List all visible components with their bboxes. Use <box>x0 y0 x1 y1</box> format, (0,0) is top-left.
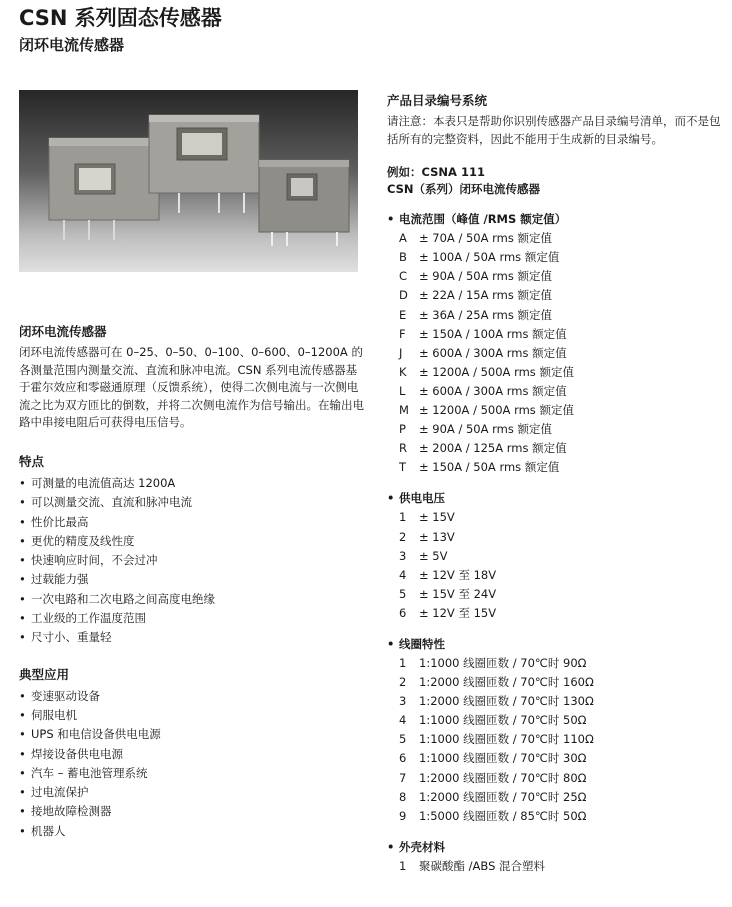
code-description: ± 600A / 300A rms 额定值 <box>419 383 567 398</box>
page-subtitle: 闭环电流传感器 <box>19 36 125 54</box>
catalog-group-title: • 电流范围（峰值 /RMS 额定值） <box>387 210 722 228</box>
code-description: 1:5000 线圈匝数 / 85℃时 50Ω <box>419 808 587 823</box>
code-letter: D <box>399 288 408 303</box>
catalog-group <box>387 838 722 876</box>
code-description: ± 15V 至 24V <box>419 586 497 601</box>
feature-item: • 快速响应时间，不会过冲 <box>19 551 364 570</box>
code-description: ± 100A / 50A rms 额定值 <box>419 250 560 265</box>
left-column <box>19 323 364 841</box>
code-letter: 4 <box>399 567 407 582</box>
code-description: 1:2000 线圈匝数 / 70℃时 130Ω <box>419 694 594 709</box>
example-series: CSN（系列）闭环电流传感器 <box>387 182 541 197</box>
catalog-code-row <box>387 306 722 325</box>
catalog-code-row <box>387 286 722 305</box>
feature-item: • 可测量的电流值高达 1200A <box>19 474 364 493</box>
catalog-code-row <box>387 248 722 267</box>
code-description: 1:1000 线圈匝数 / 70℃时 90Ω <box>419 655 587 670</box>
code-letter: T <box>399 460 407 475</box>
intro-heading: 闭环电流传感器 <box>19 324 107 339</box>
code-description: ± 15V <box>419 510 455 525</box>
code-description: 1:1000 线圈匝数 / 70℃时 50Ω <box>419 713 587 728</box>
catalog-group-title: • 外壳材料 <box>387 838 722 856</box>
code-description: ± 36A / 25A rms 额定值 <box>419 307 553 322</box>
application-item: • 接地故障检测器 <box>19 802 364 821</box>
catalog-example <box>387 164 722 198</box>
catalog-code-row <box>387 267 722 286</box>
feature-item: • 可以测量交流、直流和脉冲电流 <box>19 493 364 512</box>
catalog-code-row <box>387 401 722 420</box>
sensor-modules-illustration <box>19 90 358 272</box>
code-description: ± 22A / 15A rms 额定值 <box>419 288 553 303</box>
code-description: 1:1000 线圈匝数 / 70℃时 110Ω <box>419 732 594 747</box>
catalog-code-row <box>387 711 722 730</box>
code-description: ± 150A / 50A rms 额定值 <box>419 460 560 475</box>
example-code: 例如：CSNA 111 <box>387 165 485 180</box>
application-item: • 变速驱动设备 <box>19 687 364 706</box>
sensor-right <box>259 160 349 246</box>
catalog-code-row <box>387 749 722 768</box>
catalog-code-list <box>387 229 722 477</box>
catalog-groups <box>387 210 722 876</box>
catalog-code-row <box>387 439 722 458</box>
feature-item: • 工业级的工作温度范围 <box>19 609 364 628</box>
catalog-group <box>387 210 722 477</box>
code-description: ± 1200A / 500A rms 额定值 <box>419 364 574 379</box>
code-letter: 1 <box>399 858 407 873</box>
catalog-code-row <box>387 420 722 439</box>
product-photo <box>19 90 358 272</box>
code-description: ± 90A / 50A rms 额定值 <box>419 422 553 437</box>
catalog-code-row <box>387 807 722 826</box>
code-letter: 6 <box>399 605 407 620</box>
catalog-code-row <box>387 769 722 788</box>
catalog-code-row <box>387 508 722 527</box>
features-list <box>19 474 364 648</box>
code-letter: B <box>399 250 407 265</box>
intro-section <box>19 323 364 432</box>
catalog-code-row <box>387 857 722 876</box>
catalog-group-title: • 供电电压 <box>387 489 722 507</box>
code-letter: A <box>399 231 407 246</box>
catalog-code-row <box>387 344 722 363</box>
catalog-group <box>387 635 722 826</box>
code-letter: M <box>399 403 409 418</box>
code-description: 聚碳酸酯 /ABS 混合塑料 <box>419 858 546 873</box>
code-letter: 1 <box>399 510 407 525</box>
features-heading: 特点 <box>19 453 45 469</box>
applications-list <box>19 687 364 841</box>
feature-item: • 尺寸小、重量轻 <box>19 628 364 647</box>
features-section <box>19 453 364 648</box>
code-letter: F <box>399 326 406 341</box>
code-description: ± 150A / 100A rms 额定值 <box>419 326 567 341</box>
catalog-code-row <box>387 730 722 749</box>
right-column <box>387 92 722 876</box>
application-item: • 伺服电机 <box>19 706 364 725</box>
code-letter: 9 <box>399 808 407 823</box>
code-description: ± 12V 至 18V <box>419 567 497 582</box>
code-letter: K <box>399 364 407 379</box>
code-letter: J <box>399 345 403 360</box>
code-letter: 5 <box>399 586 407 601</box>
catalog-code-list <box>387 508 722 623</box>
application-item: • 焊接设备供电电源 <box>19 745 364 764</box>
feature-item: • 一次电路和二次电路之间高度电绝缘 <box>19 590 364 609</box>
code-letter: 6 <box>399 751 407 766</box>
feature-item: • 性价比最高 <box>19 513 364 532</box>
code-letter: 3 <box>399 548 407 563</box>
code-letter: E <box>399 307 407 322</box>
catalog-code-row <box>387 547 722 566</box>
catalog-code-row <box>387 229 722 248</box>
applications-section <box>19 666 364 841</box>
catalog-heading: 产品目录编号系统 <box>387 93 488 108</box>
code-letter: 7 <box>399 770 407 785</box>
application-item: • UPS 和电信设备供电电源 <box>19 725 364 744</box>
catalog-code-list <box>387 857 722 876</box>
catalog-code-row <box>387 673 722 692</box>
code-description: ± 70A / 50A rms 额定值 <box>419 231 553 246</box>
code-description: 1:1000 线圈匝数 / 70℃时 30Ω <box>419 751 587 766</box>
code-letter: L <box>399 383 406 398</box>
catalog-code-row <box>387 604 722 623</box>
code-letter: 8 <box>399 789 407 804</box>
catalog-code-row <box>387 788 722 807</box>
catalog-code-row <box>387 382 722 401</box>
code-description: ± 13V <box>419 529 455 544</box>
page-title: CSN 系列固态传感器 <box>19 6 222 30</box>
application-item: • 汽车 – 蓄电池管理系统 <box>19 764 364 783</box>
catalog-note: 请注意：本表只是帮助你识别传感器产品目录编号清单，而不是包括所有的完整资料，因此不能用于生成新的目录编号。 <box>387 114 721 146</box>
catalog-group <box>387 489 722 623</box>
catalog-code-row <box>387 325 722 344</box>
sensor-left <box>49 138 159 240</box>
catalog-code-row <box>387 528 722 547</box>
code-description: ± 5V <box>419 548 448 563</box>
intro-text: 闭环电流传感器可在 0–25、0–50、0–100、0–600、0–1200A 的各测量范围内测量交流、直流和脉冲电流。CSN 系列电流传感器基于霍尔效应和零磁通原理（反馈系统），使得二次侧电流与一次侧电流之比为双方匝比的倒数，并将二次侧电流作为信号输出。在输出电路中串接电阻后可获得电压信号。 <box>19 345 364 430</box>
sensor-center <box>149 115 259 213</box>
code-letter: C <box>399 269 408 284</box>
application-item: • 过电流保护 <box>19 783 364 802</box>
code-description: ± 600A / 300A rms 额定值 <box>419 345 567 360</box>
catalog-code-row <box>387 566 722 585</box>
code-letter: 3 <box>399 694 407 709</box>
code-description: ± 12V 至 15V <box>419 605 497 620</box>
code-letter: P <box>399 422 406 437</box>
catalog-code-list <box>387 654 722 826</box>
code-letter: 2 <box>399 675 407 690</box>
catalog-code-row <box>387 363 722 382</box>
code-letter: 4 <box>399 713 407 728</box>
catalog-code-row <box>387 585 722 604</box>
catalog-code-row <box>387 654 722 673</box>
feature-item: • 更优的精度及线性度 <box>19 532 364 551</box>
code-description: 1:2000 线圈匝数 / 70℃时 160Ω <box>419 675 594 690</box>
code-letter: 2 <box>399 529 407 544</box>
code-description: 1:2000 线圈匝数 / 70℃时 80Ω <box>419 770 587 785</box>
code-letter: 1 <box>399 655 407 670</box>
feature-item: • 过载能力强 <box>19 570 364 589</box>
code-description: ± 90A / 50A rms 额定值 <box>419 269 553 284</box>
application-item: • 机器人 <box>19 822 364 841</box>
code-letter: R <box>399 441 407 456</box>
catalog-code-row <box>387 458 722 477</box>
code-description: ± 1200A / 500A rms 额定值 <box>419 403 574 418</box>
applications-heading: 典型应用 <box>19 666 70 682</box>
catalog-group-title: • 线圈特性 <box>387 635 722 653</box>
code-description: 1:2000 线圈匝数 / 70℃时 25Ω <box>419 789 587 804</box>
code-description: ± 200A / 125A rms 额定值 <box>419 441 567 456</box>
catalog-code-row <box>387 692 722 711</box>
code-letter: 5 <box>399 732 407 747</box>
